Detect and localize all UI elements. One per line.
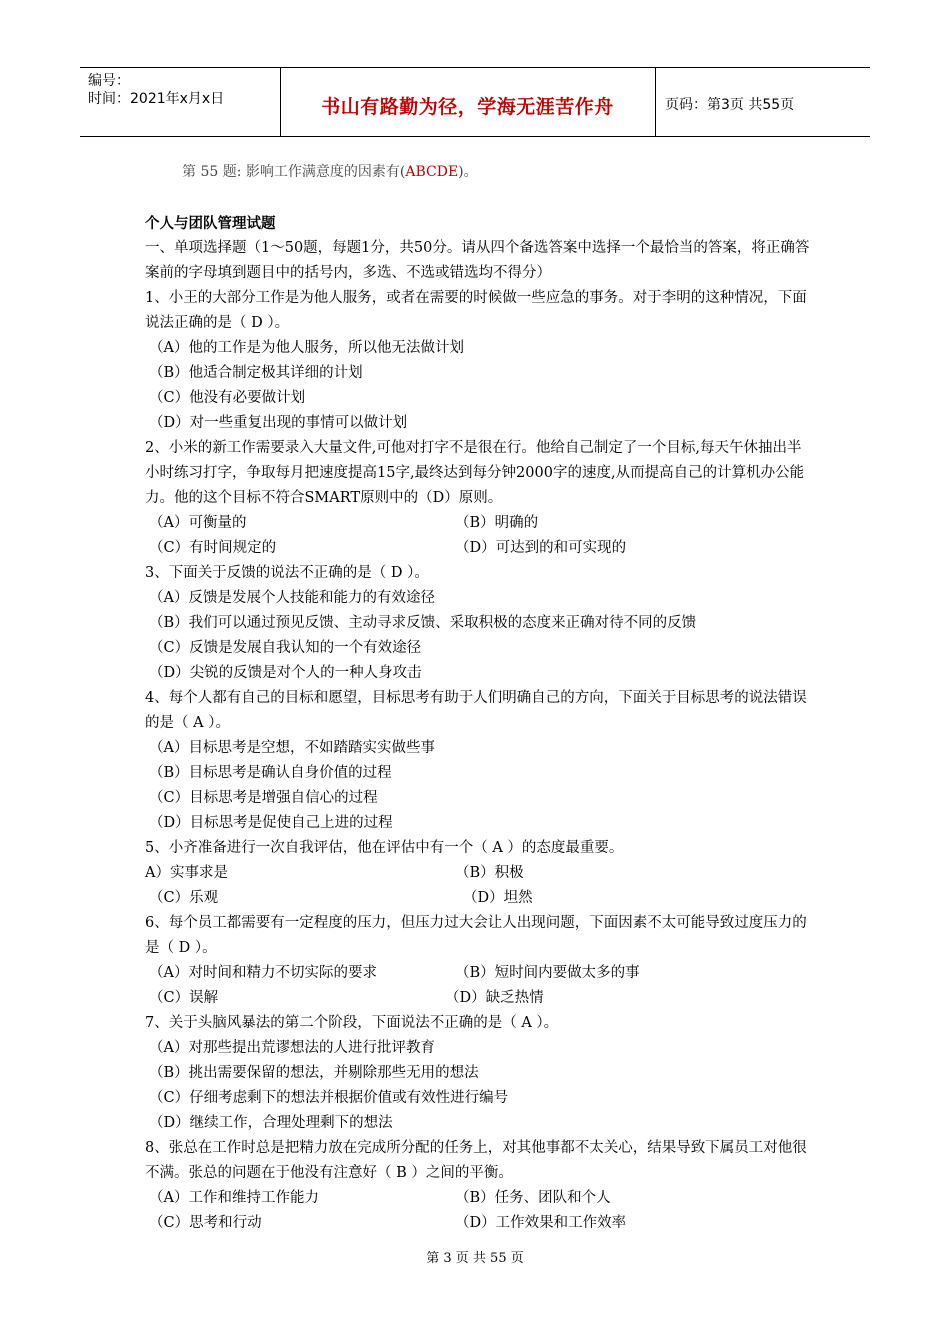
question-stem: 2、小米的新工作需要录入大量文件,可他对打字不是很在行。他给自己制定了一个目标,每天午休抽出半小时练习打字，争取每月把速度提高15字,最终达到每分钟2000字的速度,从而提高自己的计算机办公能力。他的这个目标不符合SMART原则中的（D）原则。	[145, 440, 805, 506]
option: （D）继续工作，合理处理剩下的想法	[149, 1115, 393, 1131]
option: （D）可达到的和可实现的	[455, 540, 627, 556]
option: （D）对一些重复出现的事情可以做计划	[149, 415, 408, 431]
option: （C）有时间规定的	[149, 540, 277, 556]
page-footer: 第 3 页 共 55 页	[426, 1251, 524, 1266]
option: （D）工作效果和工作效率	[455, 1215, 627, 1231]
option: （B）任务、团队和个人	[455, 1190, 611, 1206]
option: （D）坦然	[463, 890, 533, 906]
option-row	[145, 1186, 815, 1211]
question-stem: 8、张总在工作时总是把精力放在完成所分配的任务上，对其他事都不太关心，结果导致下属员工对他很不满。张总的问题在于他没有注意好（ B ）之间的平衡。	[145, 1140, 807, 1181]
option: （A）对时间和精力不切实际的要求	[149, 965, 377, 981]
option: （C）反馈是发展自我认知的一个有效途径	[149, 640, 422, 656]
option: （A）目标思考是空想，不如踏踏实实做些事	[149, 740, 435, 756]
option: （B）目标思考是确认自身价值的过程	[149, 765, 392, 781]
option: （A）他的工作是为他人服务，所以他无法做计划	[149, 340, 464, 356]
option: （A）可衡量的	[149, 515, 247, 531]
header-info-cell	[80, 68, 281, 136]
question-55-line	[182, 161, 478, 181]
question-stem: 5、小齐准备进行一次自我评估，他在评估中有一个（ A ）的态度最重要。	[145, 840, 624, 856]
question-55-text: 第 55 题: 影响工作满意度的因素有(	[182, 164, 406, 180]
option-row	[145, 986, 815, 1011]
option-row	[145, 511, 815, 536]
header-motto-cell	[280, 68, 656, 136]
option-row	[145, 536, 815, 561]
option: （A）反馈是发展个人技能和能力的有效途径	[149, 590, 435, 606]
option: （A）工作和维持工作能力	[149, 1190, 319, 1206]
question-stem: 1、小王的大部分工作是为他人服务，或者在需要的时候做一些应急的事务。对于李明的这种情况，下面说法正确的是（ D ）。	[145, 290, 807, 331]
instructions: 一、单项选择题（1～50题，每题1分，共50分。请从四个备选答案中选择一个最恰当的答案，将正确答案前的字母填到题目中的括号内，多选、不选或错选均不得分）	[145, 240, 810, 281]
option: （C）目标思考是增强自信心的过程	[149, 790, 378, 806]
option: （B）我们可以通过预见反馈、主动寻求反馈、采取积极的态度来正确对待不同的反馈	[149, 615, 697, 631]
question-55-answer: ABCDE	[405, 164, 459, 180]
option: （C）思考和行动	[149, 1215, 262, 1231]
option: （B）明确的	[455, 515, 539, 531]
option: （D）尖锐的反馈是对个人的一种人身攻击	[149, 665, 422, 681]
page-header	[80, 67, 870, 137]
option: A）实事求是	[145, 865, 228, 881]
question-stem: 7、关于头脑风暴法的第二个阶段，下面说法不正确的是（ A ）。	[145, 1015, 559, 1031]
question-stem: 3、下面关于反馈的说法不正确的是（ D ）。	[145, 565, 429, 581]
option: （D）目标思考是促使自己上进的过程	[149, 815, 393, 831]
question-stem: 6、每个员工都需要有一定程度的压力，但压力过大会让人出现问题，下面因素不太可能导致过度压力的是（ D ）。	[145, 915, 807, 956]
option: （D）缺乏热情	[445, 990, 544, 1006]
option-row	[145, 861, 815, 886]
section-title: 个人与团队管理试题	[145, 215, 276, 232]
option-row	[145, 1211, 815, 1236]
option: （B）挑出需要保留的想法，并剔除那些无用的想法	[149, 1065, 479, 1081]
document-body	[145, 205, 815, 1236]
option: （C）误解	[149, 990, 219, 1006]
document-number-label: 编号：	[88, 73, 130, 89]
question-55-suffix: )。	[458, 164, 478, 180]
option: （A）对那些提出荒谬想法的人进行批评教育	[149, 1040, 435, 1056]
option: （C）仔细考虑剩下的想法并根据价值或有效性进行编号	[149, 1090, 509, 1106]
option: （B）他适合制定极其详细的计划	[149, 365, 363, 381]
option: （C）乐观	[149, 890, 219, 906]
document-date-label: 时间：2021年x月x日	[88, 91, 225, 107]
question-stem: 4、每个人都有自己的目标和愿望，目标思考有助于人们明确自己的方向，下面关于目标思考的说法错误的是（ A ）。	[145, 690, 807, 731]
option-row	[145, 961, 815, 986]
header-page-number: 页码：第3页 共55页	[665, 97, 795, 113]
option-row	[145, 886, 815, 911]
option: （B）积极	[455, 865, 524, 881]
option: （B）短时间内要做太多的事	[455, 965, 640, 981]
header-motto: 书山有路勤为径，学海无涯苦作舟	[321, 96, 614, 118]
option: （C）他没有必要做计划	[149, 390, 306, 406]
